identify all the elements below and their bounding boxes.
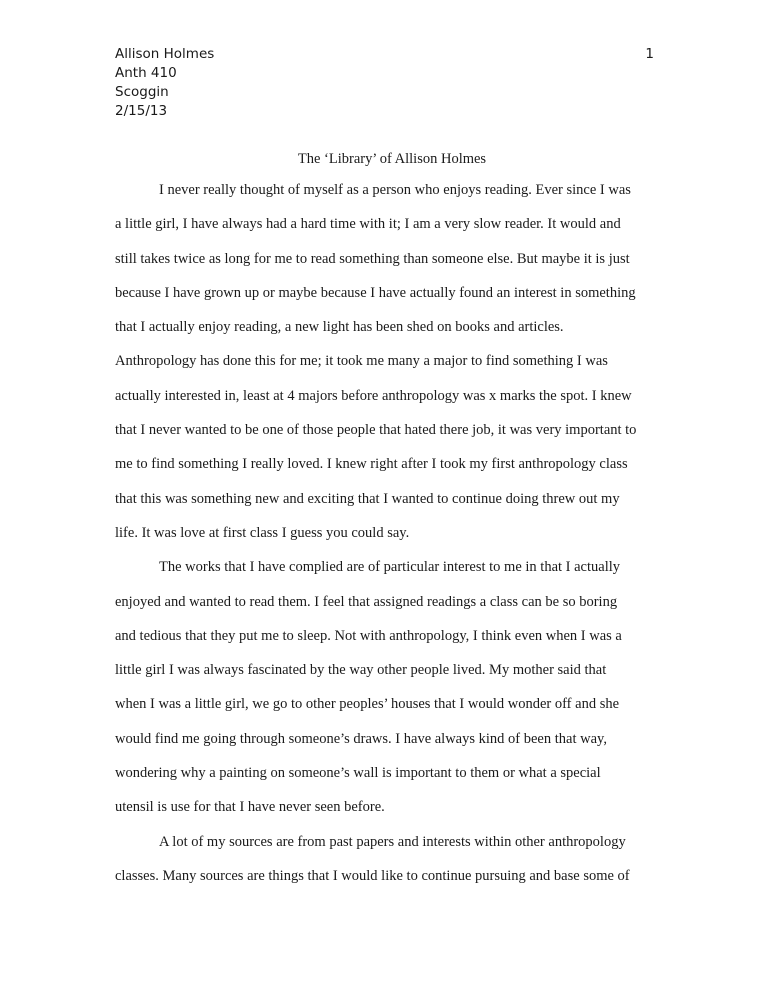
body-line: actually interested in, least at 4 majors before anthropology was x marks the spot. I knew bbox=[115, 387, 632, 404]
document-title: The ‘Library’ of Allison Holmes bbox=[297, 151, 487, 167]
body-line: The works that I have complied are of particular interest to me in that I actually bbox=[159, 559, 621, 576]
body-line: that I actually enjoy reading, a new light has been shed on books and articles. bbox=[115, 319, 564, 336]
page-number: 1 bbox=[645, 46, 654, 62]
body-line: I never really thought of myself as a person who enjoys reading. Ever since I was bbox=[159, 182, 631, 198]
body-line: me to find something I really loved. I knew right after I took my first anthropology class bbox=[115, 456, 628, 473]
body-line: classes. Many sources are things that I would like to continue pursuing and base some of bbox=[115, 867, 630, 884]
body-line: because I have grown up or maybe because I have actually found an interest in something bbox=[115, 284, 636, 301]
document-date: 2/15/13 bbox=[115, 103, 168, 119]
body-line: would find me going through someone’s draws. I have always kind of been that way, bbox=[115, 730, 607, 747]
body-line: still takes twice as long for me to read something than someone else. But maybe it is just bbox=[115, 250, 630, 267]
body-line: A lot of my sources are from past papers and interests within other anthropology bbox=[159, 833, 626, 850]
body-line: and tedious that they put me to sleep. Not with anthropology, I think even when I was a bbox=[115, 627, 622, 644]
header-block bbox=[115, 45, 214, 121]
body-line: that I never wanted to be one of those people that hated there job, it was very important to bbox=[115, 422, 637, 439]
body-line: a little girl, I have always had a hard time with it; I am a very slow reader. It would and bbox=[115, 216, 621, 233]
body-line: Anthropology has done this for me; it took me many a major to find something I was bbox=[115, 353, 608, 370]
course-code: Anth 410 bbox=[115, 65, 177, 81]
author-name: Allison Holmes bbox=[115, 46, 215, 62]
body-line: when I was a little girl, we go to other peoples’ houses that I would wonder off and she bbox=[115, 696, 620, 713]
body-line: life. It was love at first class I guess you could say. bbox=[115, 524, 410, 541]
document-body bbox=[115, 180, 660, 900]
body-line: little girl I was always fascinated by the way other people lived. My mother said that bbox=[115, 662, 607, 679]
body-line: enjoyed and wanted to read them. I feel that assigned readings a class can be so boring bbox=[115, 593, 618, 610]
instructor-name: Scoggin bbox=[115, 84, 169, 100]
body-line: wondering why a painting on someone’s wall is important to them or what a special bbox=[115, 765, 601, 782]
body-line: that this was something new and exciting that I wanted to continue doing threw out my bbox=[115, 490, 620, 507]
body-line: utensil is use for that I have never seen before. bbox=[115, 799, 385, 816]
